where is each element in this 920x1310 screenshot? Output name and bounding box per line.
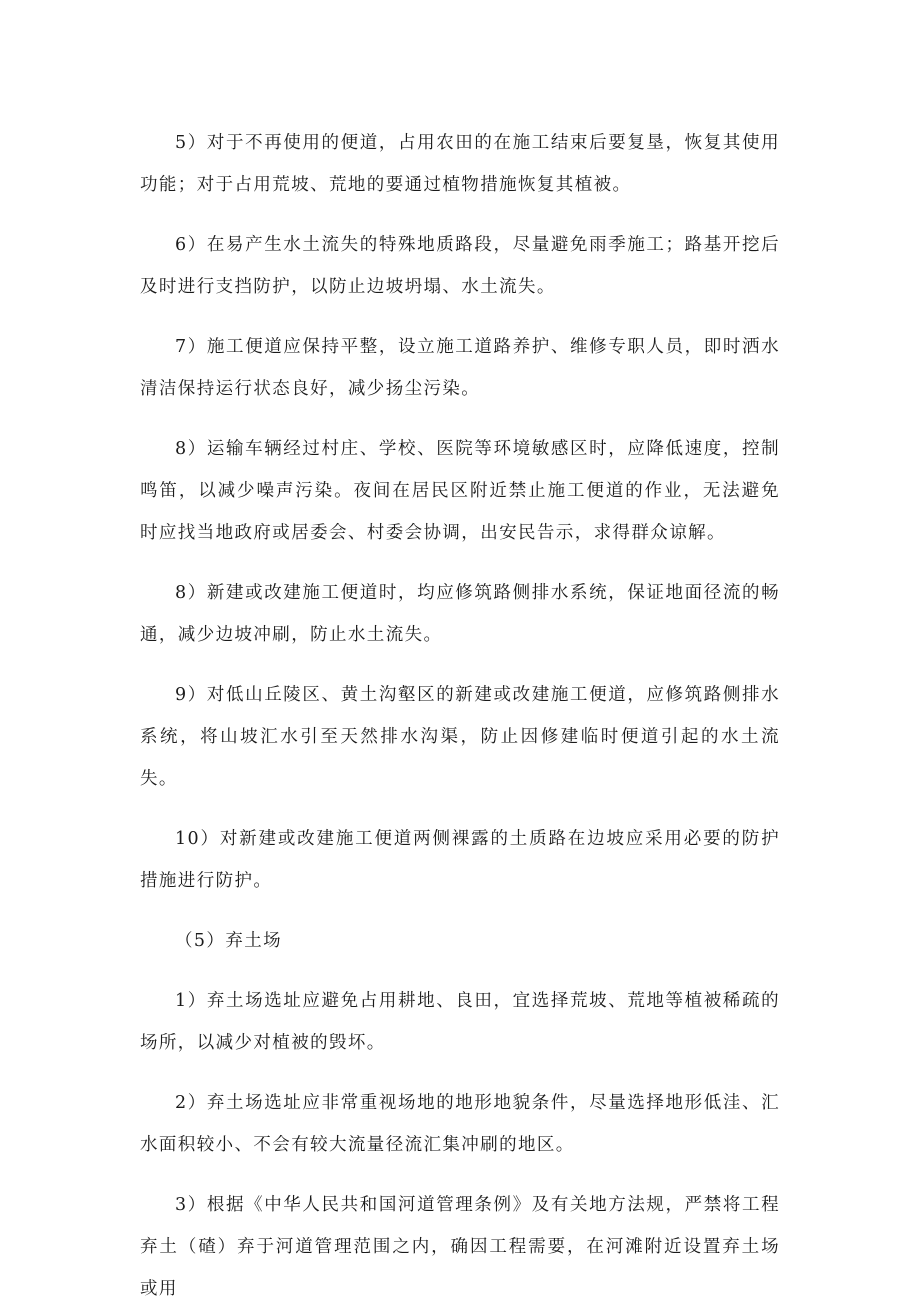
- paragraph-item-9: 9）对低山丘陵区、黄土沟壑区的新建或改建施工便道，应修筑路侧排水系统，将山坡汇水引至天然排水沟渠，防止因修建临时便道引起的水土流失。: [140, 685, 780, 789]
- document-body: [140, 122, 780, 1310]
- paragraph-spoil-2: 2）弃土场选址应非常重视场地的地形地貌条件，尽量选择地形低洼、汇水面积较小、不会有较大流量径流汇集冲刷的地区。: [140, 1093, 780, 1155]
- paragraph-item-5: 5）对于不再使用的便道，占用农田的在施工结束后要复垦，恢复其使用功能；对于占用荒坡、荒地的要通过植物措施恢复其植被。: [140, 133, 780, 195]
- section-heading-spoil-site: （5）弃土场: [175, 931, 283, 951]
- paragraph-item-7: 7）施工便道应保持平整，设立施工道路养护、维修专职人员，即时洒水清洁保持运行状态良好，减少扬尘污染。: [140, 337, 780, 399]
- paragraph-spoil-3: 3）根据《中华人民共和国河道管理条例》及有关地方法规，严禁将工程弃土（碴）弃于河道管理范围之内，确因工程需要，在河滩附近设置弃土场或用: [140, 1195, 780, 1299]
- paragraph-item-8-drainage: 8）新建或改建施工便道时，均应修筑路侧排水系统，保证地面径流的畅通，减少边坡冲刷，防止水土流失。: [140, 583, 780, 645]
- paragraph-spoil-1: 1）弃土场选址应避免占用耕地、良田，宜选择荒坡、荒地等植被稀疏的场所，以减少对植被的毁坏。: [140, 991, 780, 1053]
- paragraph-item-8-vehicles: 8）运输车辆经过村庄、学校、医院等环境敏感区时，应降低速度，控制鸣笛，以减少噪声污染。夜间在居民区附近禁止施工便道的作业，无法避免时应找当地政府或居委会、村委会协调，出安民告示，求得群众谅解。: [140, 439, 780, 543]
- paragraph-item-10: 10）对新建或改建施工便道两侧裸露的土质路在边坡应采用必要的防护措施进行防护。: [140, 829, 780, 891]
- paragraph-item-6: 6）在易产生水土流失的特殊地质路段，尽量避免雨季施工；路基开挖后及时进行支挡防护，以防止边坡坍塌、水土流失。: [140, 235, 780, 297]
